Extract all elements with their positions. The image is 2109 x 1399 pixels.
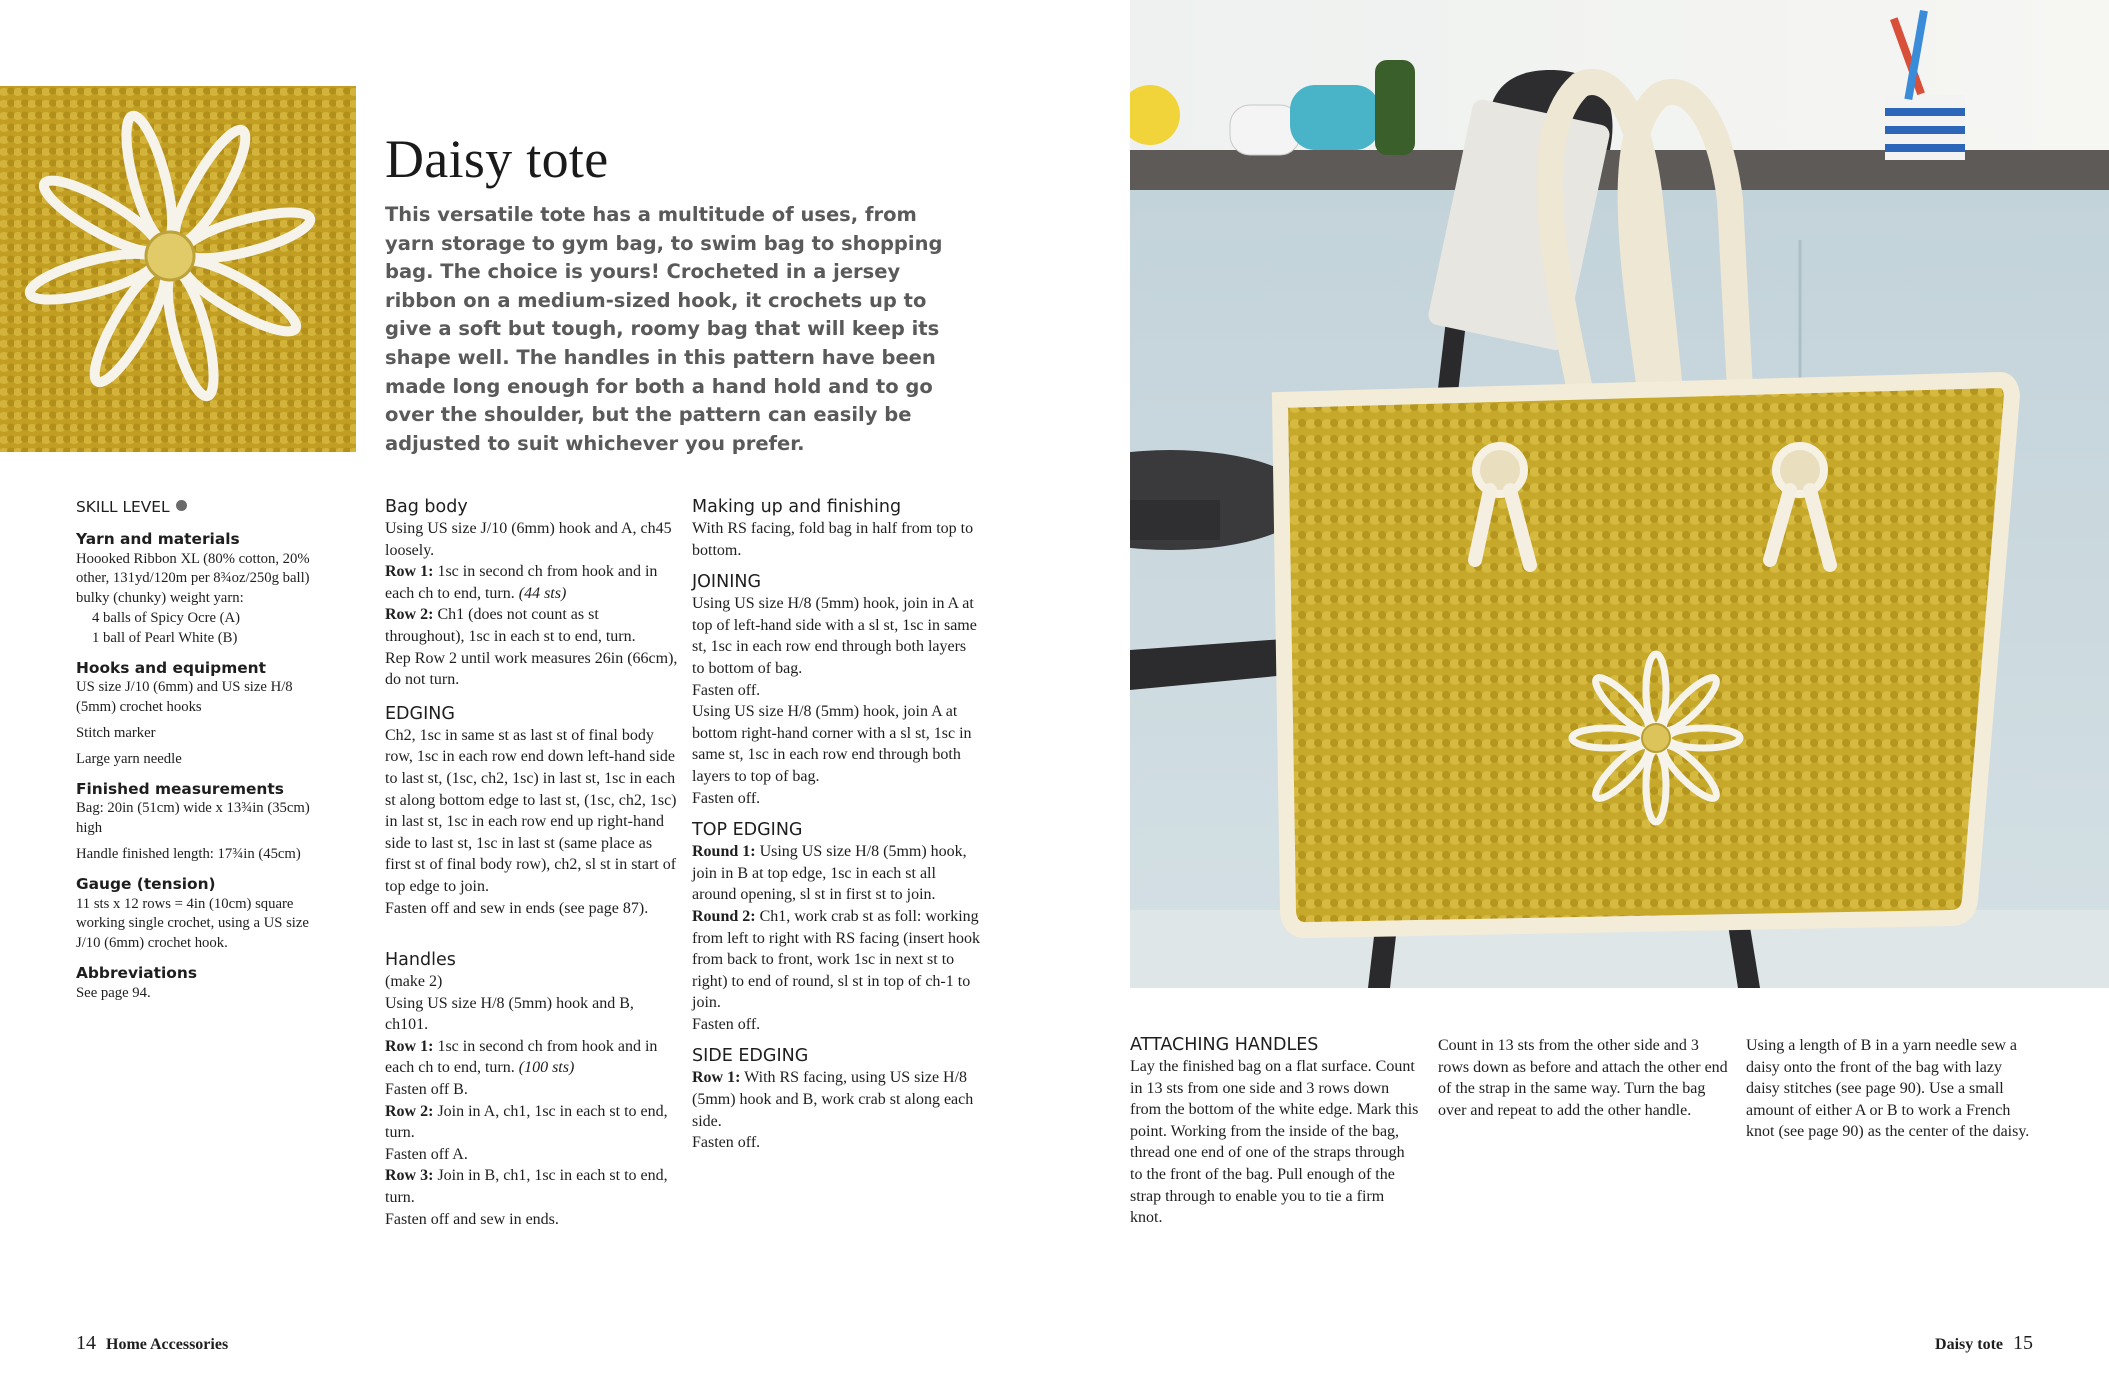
round-text: Ch1, work crab st as foll: working from left to right with RS facing (insert hook from back to front, work 1sc in next st to right) to end of round, sl st in top of ch-1 to join. <box>692 907 980 1012</box>
joining-text-2: Using US size H/8 (5mm) hook, join A at bottom right-hand corner with a sl st, 1sc in same st, 1sc in each row end through both layers to top of bag. <box>692 703 972 785</box>
row-label: Row 3: <box>385 1167 434 1185</box>
side-edging-heading: SIDE EDGING <box>692 1046 809 1067</box>
edging-heading: EDGING <box>385 703 455 724</box>
bag-body-repeat: Rep Row 2 until work measures 26in (66cm), do not turn. <box>385 649 678 689</box>
hooks-heading: Hooks and equipment <box>76 658 266 677</box>
bag-body-text: Using US size J/10 (6mm) hook and A, ch45 loosely. <box>385 520 672 559</box>
row-text: Join in B, ch1, 1sc in each st to end, turn. <box>385 1167 668 1207</box>
round-label: Round 2: <box>692 907 756 925</box>
handles-text: Using US size H/8 (5mm) hook and B, ch101. <box>385 994 634 1034</box>
row-text: 1sc in second ch from hook and in each ch to end, turn. <box>385 563 658 602</box>
handles-fasten-b: Fasten off B. <box>385 1081 468 1099</box>
needle-text: Large yarn needle <box>76 750 182 767</box>
side-row1 <box>692 1067 982 1132</box>
left-page-number: 14 <box>76 1332 96 1354</box>
row-text: 1sc in second ch from hook and in each ch to end, turn. <box>385 1037 658 1077</box>
footer-right <box>1935 1332 2033 1355</box>
abbr-text: See page 94. <box>76 984 151 1001</box>
hooks-text: US size J/10 (6mm) and US size H/8 (5mm) crochet hooks <box>76 679 293 716</box>
materials-column <box>76 498 326 1004</box>
yarn-b: 1 ball of Pearl White (B) <box>92 629 238 646</box>
attaching-column-3 <box>1746 1035 2036 1143</box>
daisy-closeup-photo <box>0 86 356 452</box>
making-up-column <box>692 496 982 1154</box>
joining-heading: JOINING <box>692 572 762 593</box>
right-page-number: 15 <box>2013 1332 2033 1354</box>
round-label: Round 1: <box>692 843 756 861</box>
round-text: Using US size H/8 (5mm) hook, join in B at top edge, 1sc in each st all around opening, sl st in first st to join. <box>692 843 967 904</box>
measure-heading: Finished measurements <box>76 779 284 798</box>
attaching-column-2 <box>1438 1035 1728 1121</box>
measure-bag: Bag: 20in (51cm) wide x 13¾in (35cm) high <box>76 800 310 837</box>
handles-row3 <box>385 1165 680 1208</box>
bag-body-row1 <box>385 561 680 604</box>
joining-fasten-1: Fasten off. <box>692 681 761 699</box>
attaching-text-3: Using a length of B in a yarn needle sew a daisy onto the front of the bag with lazy daisy stitches (see page 90). Use a small amount of either A or B to work a French knot (see page 90) as the center of the daisy. <box>1746 1037 2030 1141</box>
row-label: Row 1: <box>385 563 434 581</box>
yarn-a: 4 balls of Spicy Ocre (A) <box>92 609 241 626</box>
row-text: With RS facing, using US size H/8 (5mm) hook and B, work crab st along each side. <box>692 1069 974 1130</box>
row-label: Row 1: <box>385 1037 434 1055</box>
attaching-text-1: Lay the finished bag on a flat surface. Count in 13 sts from one side and 3 rows down from the bottom of the white edge. Mark this point. Working from the inside of the bag, thread one end of one of the straps through to the front of the bag. Pull enough of the strap through to enable you to tie a firm knot. <box>1130 1058 1419 1227</box>
round2 <box>692 906 982 1014</box>
gauge-heading: Gauge (tension) <box>76 874 216 893</box>
making-up-text: With RS facing, fold bag in half from top to bottom. <box>692 520 974 559</box>
attaching-handles-column <box>1130 1034 1420 1229</box>
row-label: Row 2: <box>385 1102 434 1120</box>
side-fasten: Fasten off. <box>692 1134 761 1152</box>
row-text: Ch1 (does not count as st throughout), 1sc in each st to end, turn. <box>385 606 636 645</box>
making-up-heading: Making up and finishing <box>692 497 902 517</box>
handles-fasten-a: Fasten off A. <box>385 1145 468 1163</box>
stitch-count: (100 sts) <box>518 1059 575 1077</box>
joining-fasten-2: Fasten off. <box>692 789 761 807</box>
page-title: Daisy tote <box>385 129 609 189</box>
footer-left <box>76 1332 228 1355</box>
handles-row1 <box>385 1036 680 1079</box>
bag-body-heading: Bag body <box>385 497 468 517</box>
handles-row2 <box>385 1101 680 1144</box>
round1 <box>692 841 982 906</box>
measure-handle: Handle finished length: 17¾in (45cm) <box>76 845 301 862</box>
left-section-name: Home Accessories <box>106 1336 229 1353</box>
row-label: Row 1: <box>692 1069 741 1087</box>
edging-end: Fasten off and sew in ends (see page 87). <box>385 899 649 917</box>
attaching-heading: ATTACHING HANDLES <box>1130 1035 1319 1055</box>
yarn-heading: Yarn and materials <box>76 529 240 548</box>
row-text: Join in A, ch1, 1sc in each st to end, turn. <box>385 1102 668 1142</box>
right-section-name: Daisy tote <box>1935 1336 2003 1353</box>
bag-body-row2 <box>385 604 680 647</box>
gauge-text: 11 sts x 12 rows = 4in (10cm) square working single crochet, using a US size J/10 (6mm) crochet hook. <box>76 895 309 952</box>
stitch-count: (44 sts) <box>518 584 567 602</box>
top-fasten: Fasten off. <box>692 1015 761 1033</box>
edging-text: Ch2, 1sc in same st as last st of final body row, 1sc in each row end down left-hand side to last st, (1sc, ch2, 1sc) in last st, 1sc in each st along bottom edge to last st, (1sc, ch2, 1sc) in last st, 1sc in each row end up right-hand side to last st, 1sc in last st (same place as first st of final body row), ch2, sl st in start of top edge to join. <box>385 726 677 895</box>
top-edging-heading: TOP EDGING <box>692 820 803 841</box>
skill-level-dot-icon <box>176 500 187 511</box>
handles-make: (make 2) <box>385 973 443 991</box>
yarn-text: Hoooked Ribbon XL (80% cotton, 20% other, 131yd/120m per 8¾oz/250g ball) bulky (chunky) weight yarn: <box>76 550 310 607</box>
skill-level <box>76 498 326 518</box>
marker-text: Stitch marker <box>76 724 156 741</box>
abbr-heading: Abbreviations <box>76 963 197 982</box>
tote-bag-photo <box>1130 0 2109 988</box>
skill-level-label: SKILL LEVEL <box>76 498 170 516</box>
handles-end: Fasten off and sew in ends. <box>385 1210 559 1228</box>
row-label: Row 2: <box>385 606 434 624</box>
joining-text-1: Using US size H/8 (5mm) hook, join in A at top of left-hand side with a sl st, 1sc in same st, 1sc in each row end through both layers to bottom of bag. <box>692 595 977 677</box>
attaching-text-2: Count in 13 sts from the other side and 3 rows down as before and attach the other end of the strap in the same way. Turn the bag over and repeat to add the other handle. <box>1438 1037 1728 1119</box>
handles-heading: Handles <box>385 950 456 971</box>
bag-body-column <box>385 496 680 1230</box>
intro-paragraph: This versatile tote has a multitude of uses, from yarn storage to gym bag, to swim bag to shopping bag. The choice is yours! Crocheted in a jersey ribbon on a medium-sized hook, it crochets up to give a soft but tough, roomy bag that will keep its shape well. The handles in this pattern have been made long enough for both a hand hold and to go over the shoulder, but the pattern can easily be adjusted to suit whichever you prefer. <box>385 203 943 455</box>
